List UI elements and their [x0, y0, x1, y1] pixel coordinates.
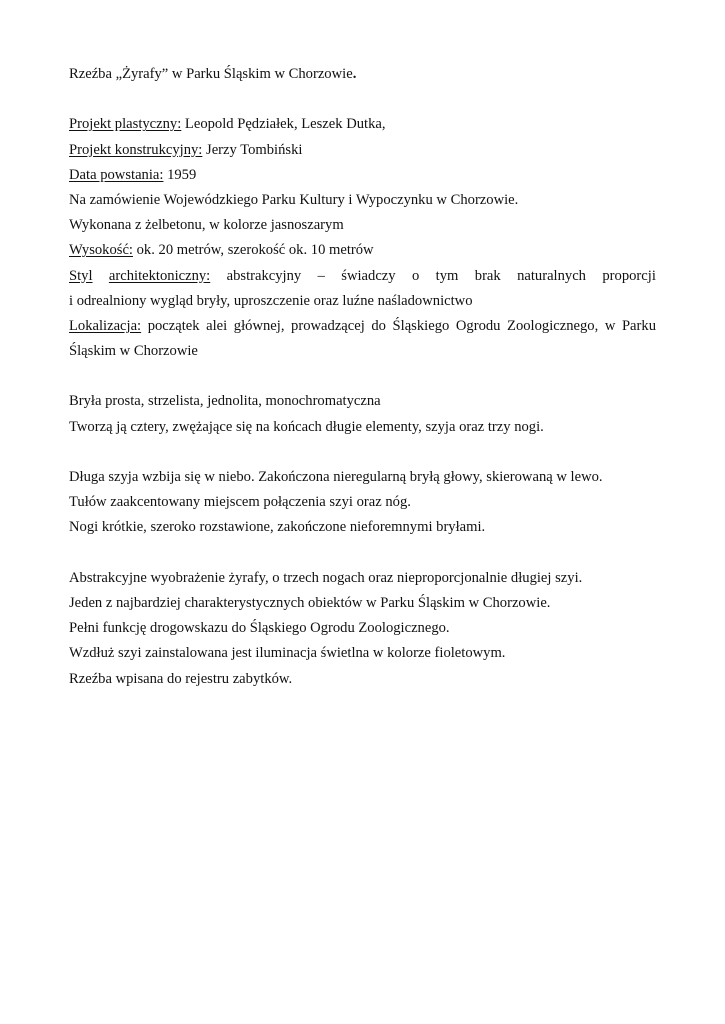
- styl-word: –: [317, 267, 325, 284]
- styl-word: brak: [474, 267, 501, 284]
- spacer: [69, 87, 656, 112]
- wysokosc-line: [69, 238, 656, 263]
- projekt-konstrukcyjny-label: Projekt konstrukcyjny:: [69, 141, 203, 158]
- zamowienie-line: Na zamówienie Wojewódzkiego Parku Kultury i Wypoczynku w Chorzowie.: [69, 191, 519, 208]
- styl-word: proporcji: [602, 267, 656, 284]
- lokalizacja-word: Zoologicznego,: [507, 317, 599, 334]
- styl-line: [69, 264, 656, 289]
- lokalizacja-label: Lokalizacja:: [69, 317, 142, 334]
- spacer: [69, 440, 656, 465]
- wysokosc-value: ok. 20 metrów, szerokość ok. 10 metrów: [132, 242, 374, 259]
- projekt-konstrukcyjny-line: [69, 138, 656, 163]
- styl-word: abstrakcyjny: [226, 267, 302, 284]
- document-title: [69, 62, 656, 87]
- styl-word: tym: [435, 267, 459, 284]
- data-powstania-value: 1959: [163, 166, 197, 183]
- document-page: [69, 62, 656, 692]
- styl-line-2: i odrealniony wygląd bryły, uproszczenie oraz luźne naśladownictwo: [69, 292, 473, 309]
- paragraph-3-line: Pełni funkcję drogowskazu do Śląskiego Ogrodu Zoologicznego.: [69, 620, 450, 637]
- projekt-plastyczny-value: Leopold Pędziałek, Leszek Dutka,: [181, 116, 386, 133]
- data-powstania-label: Data powstania:: [69, 166, 164, 183]
- wysokosc-label: Wysokość:: [69, 242, 133, 259]
- paragraph-3-line: Abstrakcyjne wyobrażenie żyrafy, o trzech nogach oraz nieproporcjonalnie długiej szyi.: [69, 569, 583, 586]
- paragraph-2-line: Długa szyja wzbija się w niebo. Zakończona nieregularną bryłą głowy, skierowaną w lewo.: [69, 469, 603, 485]
- wykonana-line: Wykonana z żelbetonu, w kolorze jasnoszarym: [69, 217, 344, 234]
- styl-label-word-1: Styl: [69, 267, 93, 284]
- paragraph-2-line: Tułów zaakcentowany miejscem połączenia szyi oraz nóg.: [69, 494, 411, 511]
- lokalizacja-line: [69, 314, 656, 339]
- paragraph-3-line: Wzdłuż szyi zainstalowana jest iluminacja świetlna w kolorze fioletowym.: [69, 645, 506, 662]
- lokalizacja-word: głównej,: [233, 317, 285, 334]
- lokalizacja-word: do: [371, 317, 386, 334]
- lokalizacja-word: Śląskiego: [392, 317, 450, 334]
- styl-word: o: [411, 267, 420, 284]
- lokalizacja-word: Parku: [621, 317, 656, 334]
- paragraph-3-line: Rzeźba wpisana do rejestru zabytków.: [69, 670, 293, 687]
- title-text: Rzeźba „Żyrafy” w Parku Śląskim w Chorzowie: [69, 66, 353, 82]
- projekt-plastyczny-line: [69, 112, 656, 137]
- projekt-konstrukcyjny-value: Jerzy Tombiński: [202, 141, 303, 158]
- styl-word: świadczy: [341, 267, 396, 284]
- paragraph-1-line: Tworzą ją cztery, zwężające się na końcach długie elementy, szyja oraz trzy nogi.: [69, 418, 544, 435]
- styl-word: naturalnych: [517, 267, 586, 284]
- lokalizacja-line-2: Śląskim w Chorzowie: [69, 343, 198, 360]
- styl-label-word-2: architektoniczny:: [108, 267, 211, 284]
- paragraph-1-line: Bryła prosta, strzelista, jednolita, monochromatyczna: [69, 393, 381, 410]
- title-dot: .: [352, 66, 357, 82]
- lokalizacja-word: alei: [206, 317, 228, 334]
- spacer: [69, 364, 656, 389]
- spacer: [69, 541, 656, 566]
- paragraph-3-line: Jeden z najbardziej charakterystycznych obiektów w Parku Śląskim w Chorzowie.: [69, 594, 551, 611]
- lokalizacja-word: w: [604, 317, 616, 334]
- data-powstania-line: [69, 163, 656, 188]
- lokalizacja-word: prowadzącej: [291, 317, 365, 334]
- lokalizacja-word: początek: [147, 317, 200, 334]
- lokalizacja-word: Ogrodu: [455, 317, 501, 334]
- projekt-plastyczny-label: Projekt plastyczny:: [69, 116, 182, 133]
- paragraph-2-line: Nogi krótkie, szeroko rozstawione, zakończone nieforemnymi bryłami.: [69, 519, 486, 536]
